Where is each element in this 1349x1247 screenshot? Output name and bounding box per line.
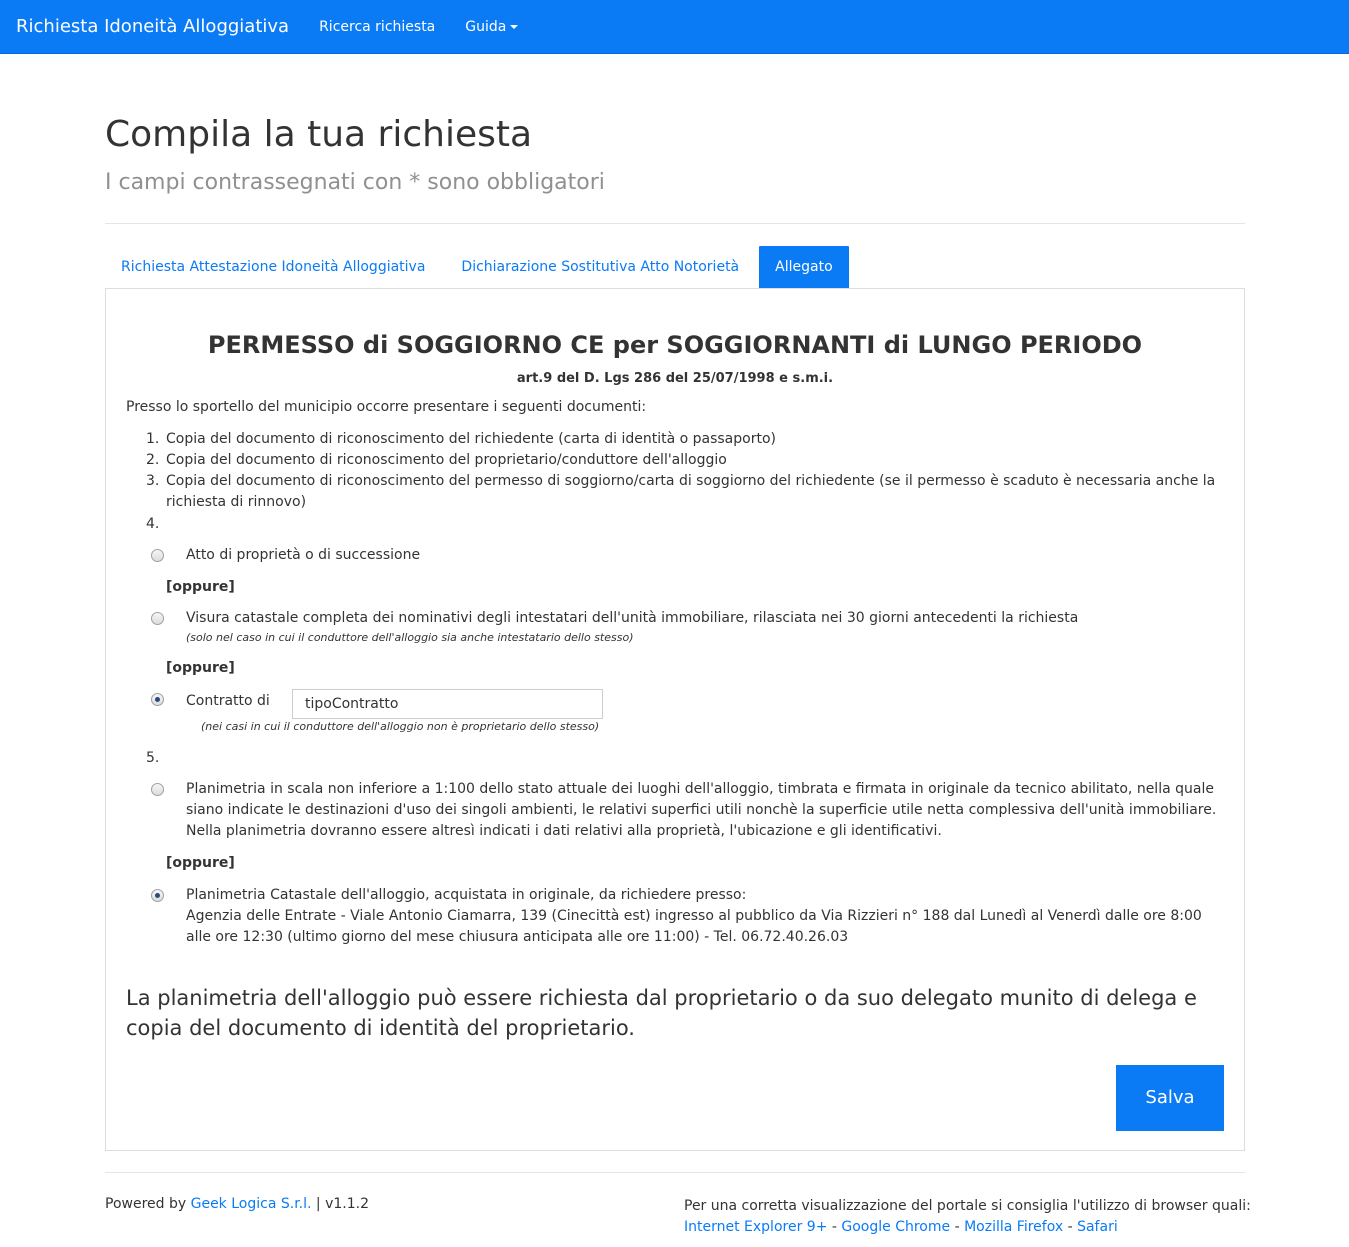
planimetria-lead: La planimetria dell'alloggio può essere richiesta dal proprietario o da suo delegato munito di delega e copia del documento di identità del proprietario.: [126, 986, 1197, 1040]
tipo-contratto-input[interactable]: tipoContratto: [292, 689, 603, 719]
radio-label: Atto di proprietà o di successione: [186, 547, 421, 563]
list-item-number: 3.: [146, 473, 160, 489]
allegato-panel: [105, 288, 1245, 1151]
visura-note: (solo nel caso in cui il conduttore dell'alloggio sia anche intestatario dello stesso): [186, 631, 634, 644]
browser-links: [684, 1217, 1251, 1238]
browser-separator: -: [1067, 1219, 1073, 1235]
contratto-note: (nei casi in cui il conduttore dell'alloggio non è proprietario dello stesso): [201, 720, 600, 733]
nav-ricerca-richiesta[interactable]: Ricerca richiesta: [319, 18, 436, 35]
caret-down-icon: [510, 25, 518, 29]
browser-separator: -: [831, 1219, 837, 1235]
agenzia-entrate-info: Agenzia delle Entrate - Viale Antonio Ciamarra, 139 (Cinecittà est) ingresso al pubblico da Via Rizzieri n° 188 dal Lunedì al Venerdì dalle ore 8:00 alle ore 12:30 (ultimo giorno del mese chiusura anticipata alle ore 11:00) - Tel. 06.72.40.26.03: [186, 908, 1202, 945]
list-item-number: 1.: [146, 431, 160, 447]
tab-dichiarazione-sostitutiva[interactable]: Dichiarazione Sostitutiva Atto Notorietà: [461, 259, 740, 275]
list-item-number: 4.: [146, 516, 160, 532]
navbar-brand[interactable]: Richiesta Idoneità Alloggiativa: [16, 16, 290, 37]
company-link[interactable]: Geek Logica S.r.l.: [190, 1196, 312, 1212]
browser-note: Per una corretta visualizzazione del portale si consiglia l'utilizzo di browser quali:: [684, 1198, 1251, 1214]
radio-planimetria-catastale[interactable]: [151, 889, 164, 902]
radio-label: Contratto di: [186, 693, 270, 709]
list-item-text: Copia del documento di riconoscimento del permesso di soggiorno/carta di soggiorno del richiedente (se il permesso è scaduto è necessaria anche la richiesta di rinnovo): [166, 473, 1216, 510]
page-subtitle: I campi contrassegnati con * sono obbligatori: [105, 170, 605, 195]
nav-guida-dropdown[interactable]: [465, 19, 518, 35]
radio-contratto[interactable]: [151, 693, 164, 706]
radio-planimetria-scala[interactable]: [151, 783, 164, 796]
tab-richiesta-attestazione[interactable]: Richiesta Attestazione Idoneità Alloggiativa: [121, 259, 426, 275]
version-label: | v1.1.2: [315, 1196, 369, 1212]
nav-guida-label: Guida: [465, 18, 507, 35]
footer-left: [105, 1196, 369, 1212]
list-item-text: Copia del documento di riconoscimento del proprietario/conduttore dell'alloggio: [166, 452, 727, 468]
save-button[interactable]: Salva: [1116, 1065, 1224, 1131]
radio-atto-proprieta[interactable]: [151, 549, 164, 562]
browser-separator: -: [954, 1219, 960, 1235]
divider: [105, 223, 1245, 224]
browser-link-safari[interactable]: Safari: [1077, 1219, 1118, 1235]
radio-label: Planimetria Catastale dell'alloggio, acquistata in originale, da richiedere presso:: [186, 887, 747, 903]
list-item-number: 2.: [146, 452, 160, 468]
oppure-label: [oppure]: [166, 660, 235, 676]
page-title: Compila la tua richiesta: [105, 114, 533, 155]
tab-allegato[interactable]: Allegato: [759, 246, 849, 288]
document-intro: Presso lo sportello del municipio occorre presentare i seguenti documenti:: [126, 399, 647, 415]
radio-visura-catastale[interactable]: [151, 612, 164, 625]
document-subtitle: art.9 del D. Lgs 286 del 25/07/1998 e s.m.i.: [516, 371, 834, 386]
browser-link-ie[interactable]: Internet Explorer 9+: [684, 1219, 828, 1235]
browser-link-firefox[interactable]: Mozilla Firefox: [964, 1219, 1064, 1235]
list-item-text: Copia del documento di riconoscimento del richiedente (carta di identità o passaporto): [166, 431, 776, 447]
browser-link-chrome[interactable]: Google Chrome: [841, 1219, 951, 1235]
document-title: PERMESSO di SOGGIORNO CE per SOGGIORNANTI di LUNGO PERIODO: [207, 331, 1143, 359]
list-item-number: 5.: [146, 750, 160, 766]
radio-label: Planimetria in scala non inferiore a 1:100 dello stato attuale dei luoghi dell'alloggio, timbrata e firmata in originale da tecnico abilitato, nella quale siano indicate le destinazioni d'uso dei singoli ambienti, le relativi superfici utili nonchè la superficie utile netta complessiva dell'unità immobiliare. Nella planimetria dovranno essere altresì indicati i dati relativi alla proprietà, l'ubicazione e gli identificativi.: [186, 781, 1217, 839]
powered-by-label: Powered by: [105, 1196, 187, 1212]
oppure-label: [oppure]: [166, 855, 235, 871]
footer-divider: [105, 1172, 1245, 1173]
footer-right: [684, 1196, 1251, 1238]
radio-label: Visura catastale completa dei nominativi degli intestatari dell'unità immobiliare, rilasciata nei 30 giorni antecedenti la richiesta: [186, 610, 1079, 626]
tab-bar: [105, 246, 1245, 288]
navbar: [0, 0, 1349, 54]
oppure-label: [oppure]: [166, 579, 235, 595]
